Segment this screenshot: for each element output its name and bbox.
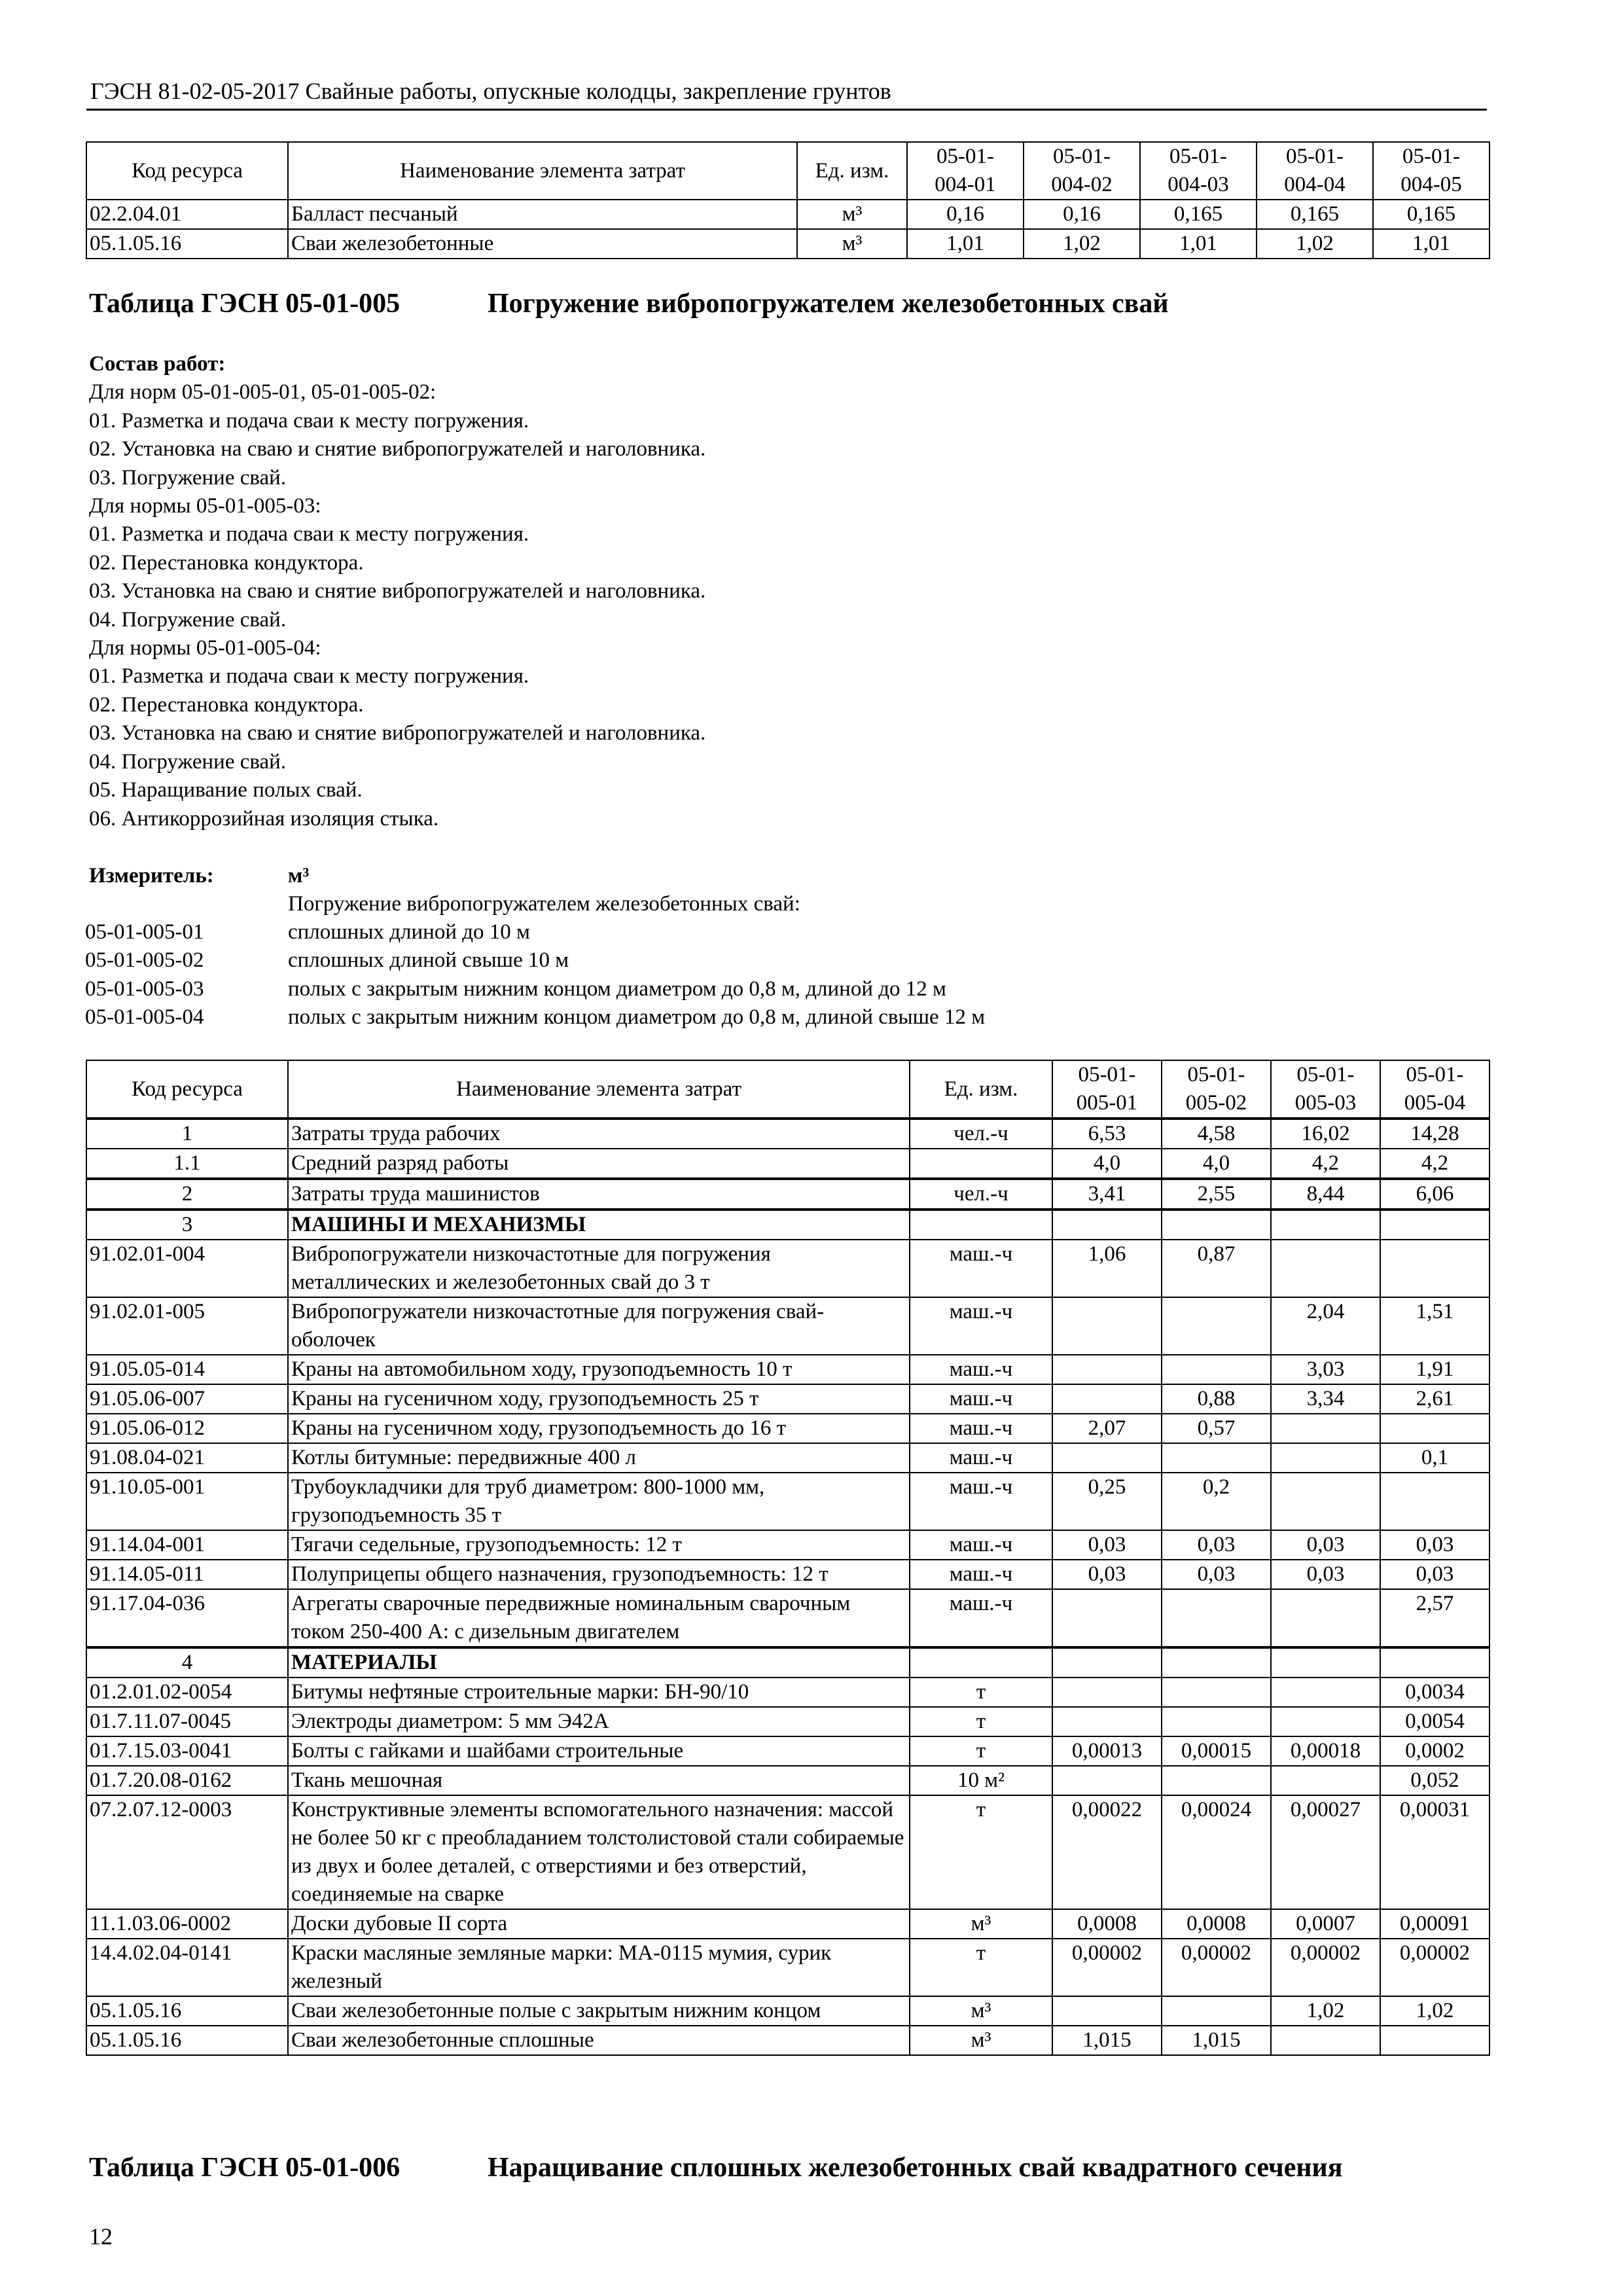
work-step: 01. Разметка и подача сваи к месту погружения. (89, 408, 529, 433)
norm-value (1271, 2026, 1380, 2055)
resource-unit: т (910, 1795, 1052, 1909)
norm-value: 0,00024 (1162, 1795, 1271, 1909)
resource-name: Сваи железобетонные (288, 229, 797, 259)
resource-code: 14.4.02.04-0141 (86, 1939, 288, 1996)
norm-text: сплошных длиной до 10 м (288, 920, 530, 944)
col-header-norm: 05-01- 004-03 (1140, 142, 1257, 200)
norm-value: 0,00027 (1271, 1795, 1380, 1909)
norm-value: 0,0007 (1271, 1909, 1380, 1939)
norm-value: 0,03 (1271, 1530, 1380, 1560)
norm-value: 0,00002 (1052, 1939, 1162, 1996)
resource-name: Конструктивные элементы вспомогательного назначения: массой не более 50 кг с преобладанием толстолистовой стали собираемые из двух и более деталей, с отверстиями и без отверстий, соединяемые на сварке (288, 1795, 910, 1909)
resource-code: 91.17.04-036 (86, 1589, 288, 1647)
table-row (86, 1766, 1489, 1795)
norm-value (1162, 1707, 1271, 1736)
norm-value (1162, 1355, 1271, 1384)
norm-value: 0,03 (1271, 1560, 1380, 1589)
norm-value (1380, 1414, 1489, 1443)
resource-name: Затраты труда рабочих (288, 1119, 910, 1149)
norm-value: 2,55 (1162, 1179, 1271, 1210)
resource-code: 01.2.01.02-0054 (86, 1677, 288, 1707)
norm-value (1052, 1647, 1162, 1677)
norm-value: 4,58 (1162, 1119, 1271, 1149)
resource-name: Болты с гайками и шайбами строительные (288, 1736, 910, 1766)
work-step: 05. Наращивание полых свай. (89, 778, 363, 802)
resource-name: Агрегаты сварочные передвижные номинальным сварочным током 250-400 А: с дизельным двигателем (288, 1589, 910, 1647)
norm-value: 3,03 (1271, 1355, 1380, 1384)
table-row (86, 1414, 1489, 1443)
norm-value (1380, 1240, 1489, 1297)
col-header-code: Код ресурса (86, 142, 288, 200)
measurer-unit: м³ (288, 864, 310, 888)
resource-unit: чел.-ч (910, 1119, 1052, 1149)
norm-value (1380, 1647, 1489, 1677)
norm-value: 0,87 (1162, 1240, 1271, 1297)
norm-value: 2,57 (1380, 1589, 1489, 1647)
norm-value: 0,88 (1162, 1384, 1271, 1414)
resource-unit: маш.-ч (910, 1384, 1052, 1414)
norm-value: 4,0 (1162, 1149, 1271, 1179)
norm-descriptions (288, 918, 985, 1032)
resource-name: МАТЕРИАЛЫ (288, 1647, 910, 1677)
table-row (86, 1179, 1489, 1210)
table-row (86, 2026, 1489, 2055)
resource-code: 02.2.04.01 (86, 200, 288, 229)
work-step: 04. Погружение свай. (89, 749, 287, 774)
work-composition-label: Состав работ: (89, 352, 226, 376)
norm-value: 1,02 (1024, 229, 1140, 259)
col-header-norm: 05-01- 004-05 (1373, 142, 1489, 200)
norm-value: 0,03 (1052, 1560, 1162, 1589)
resource-code: 05.1.05.16 (86, 2026, 288, 2055)
work-composition (89, 350, 705, 833)
table-row (86, 1707, 1489, 1736)
norm-value: 4,0 (1052, 1149, 1162, 1179)
norm-value (1052, 1355, 1162, 1384)
resource-code: 91.14.04-001 (86, 1530, 288, 1560)
norm-value: 0,03 (1162, 1560, 1271, 1589)
norm-value (1271, 1707, 1380, 1736)
resource-name: Вибропогружатели низкочастотные для погружения металлических и железобетонных свай до 3 т (288, 1240, 910, 1297)
norm-value: 0,00091 (1380, 1909, 1489, 1939)
resource-name: Доски дубовые II сорта (288, 1909, 910, 1939)
page-number: 12 (89, 2223, 113, 2250)
norm-value: 1,01 (907, 229, 1024, 259)
resource-code: 01.7.20.08-0162 (86, 1766, 288, 1795)
norm-value: 0,25 (1052, 1473, 1162, 1530)
table-row (86, 1384, 1489, 1414)
norm-value (1380, 1210, 1489, 1240)
norm-value: 0,0034 (1380, 1677, 1489, 1707)
norm-value: 0,00013 (1052, 1736, 1162, 1766)
norm-value: 2,61 (1380, 1384, 1489, 1414)
col-header-norm: 05-01- 005-02 (1162, 1060, 1271, 1119)
table-header-row (86, 142, 1489, 200)
table-header-row (86, 1060, 1489, 1119)
norm-value: 8,44 (1271, 1179, 1380, 1210)
next-table-title: Наращивание сплошных железобетонных свай квадратного сечения (488, 2153, 1343, 2183)
table-row (86, 1795, 1489, 1909)
norm-value: 1,02 (1380, 1996, 1489, 2026)
resource-name: Трубоукладчики для труб диаметром: 800-1000 мм, грузоподъемность 35 т (288, 1473, 910, 1530)
norm-list (85, 918, 204, 1032)
resource-unit: м³ (910, 2026, 1052, 2055)
norm-value: 1,015 (1162, 2026, 1271, 2055)
work-step: 04. Погружение свай. (89, 607, 287, 632)
resource-code: 91.08.04-021 (86, 1443, 288, 1473)
norm-code: 05-01-005-03 (85, 977, 204, 1001)
resource-unit: маш.-ч (910, 1240, 1052, 1297)
norm-value (1052, 1443, 1162, 1473)
norm-value: 0,0054 (1380, 1707, 1489, 1736)
work-step: 01. Разметка и подача сваи к месту погружения. (89, 522, 529, 547)
resource-unit (910, 1647, 1052, 1677)
table-row (86, 1149, 1489, 1179)
norm-value: 0,052 (1380, 1766, 1489, 1795)
table-row (86, 1909, 1489, 1939)
resource-unit (910, 1210, 1052, 1240)
work-step: Для нормы 05-01-005-04: (89, 636, 321, 660)
norm-value: 16,02 (1271, 1119, 1380, 1149)
table-row (86, 1560, 1489, 1589)
table-row (86, 1939, 1489, 1996)
norm-value (1271, 1677, 1380, 1707)
norm-value: 0,0008 (1162, 1909, 1271, 1939)
header-rule (86, 109, 1487, 111)
resource-name: Электроды диаметром: 5 мм Э42А (288, 1707, 910, 1736)
norm-value (1052, 1589, 1162, 1647)
resource-unit: м³ (797, 229, 907, 259)
table-row (86, 1996, 1489, 2026)
resource-name: МАШИНЫ И МЕХАНИЗМЫ (288, 1210, 910, 1240)
col-header-norm: 05-01- 005-04 (1380, 1060, 1489, 1119)
resource-code: 91.05.05-014 (86, 1355, 288, 1384)
norm-value: 0,00002 (1271, 1939, 1380, 1996)
norm-value (1162, 1647, 1271, 1677)
resource-unit: маш.-ч (910, 1473, 1052, 1530)
col-header-norm: 05-01- 004-04 (1257, 142, 1373, 200)
norm-value: 0,00022 (1052, 1795, 1162, 1909)
norm-value: 0,03 (1380, 1530, 1489, 1560)
norm-value (1271, 1210, 1380, 1240)
norm-value (1271, 1589, 1380, 1647)
norm-value: 0,2 (1162, 1473, 1271, 1530)
norm-value (1052, 1297, 1162, 1355)
work-step: 03. Установка на сваю и снятие вибропогружателей и наголовника. (89, 721, 706, 745)
norm-value: 14,28 (1380, 1119, 1489, 1149)
col-header-code: Код ресурса (86, 1060, 288, 1119)
norm-value: 6,53 (1052, 1119, 1162, 1149)
table-row (86, 1443, 1489, 1473)
col-header-norm: 05-01- 005-01 (1052, 1060, 1162, 1119)
resource-name: Краны на гусеничном ходу, грузоподъемность 25 т (288, 1384, 910, 1414)
resource-unit: м³ (797, 200, 907, 229)
table-row (86, 1210, 1489, 1240)
resource-unit: маш.-ч (910, 1355, 1052, 1384)
norm-value: 1,91 (1380, 1355, 1489, 1384)
norm-value: 0,1 (1380, 1443, 1489, 1473)
resource-name: Краны на автомобильном ходу, грузоподъемность 10 т (288, 1355, 910, 1384)
resource-unit (910, 1149, 1052, 1179)
table-row (86, 1355, 1489, 1384)
norm-value: 2,07 (1052, 1414, 1162, 1443)
resource-name: Вибропогружатели низкочастотные для погружения свай-оболочек (288, 1297, 910, 1355)
norm-value (1162, 1210, 1271, 1240)
table-title: Погружение вибропогружателем железобетонных свай (488, 289, 1169, 319)
norm-value (1162, 1996, 1271, 2026)
norm-code: 05-01-005-02 (85, 948, 204, 973)
table-number: Таблица ГЭСН 05-01-005 (89, 289, 401, 319)
resource-name: Ткань мешочная (288, 1766, 910, 1795)
work-step: 02. Перестановка кондуктора. (89, 550, 364, 575)
resource-unit: маш.-ч (910, 1560, 1052, 1589)
norm-text: полых с закрытым нижним концом диаметром до 0,8 м, длиной свыше 12 м (288, 1005, 986, 1030)
norm-value (1052, 1677, 1162, 1707)
table-row (86, 1647, 1489, 1677)
norm-value (1052, 1707, 1162, 1736)
resource-unit: маш.-ч (910, 1589, 1052, 1647)
resource-code: 05.1.05.16 (86, 229, 288, 259)
norm-value: 0,165 (1140, 200, 1257, 229)
norm-value: 0,16 (907, 200, 1024, 229)
resource-code: 91.10.05-001 (86, 1473, 288, 1530)
resource-code: 01.7.11.07-0045 (86, 1707, 288, 1736)
table-row (86, 1736, 1489, 1766)
work-step: 03. Установка на сваю и снятие вибропогружателей и наголовника. (89, 579, 706, 603)
norm-text: сплошных длиной свыше 10 м (288, 948, 569, 973)
norm-value: 4,2 (1271, 1149, 1380, 1179)
resource-code: 91.05.06-007 (86, 1384, 288, 1414)
resource-code: 91.05.06-012 (86, 1414, 288, 1443)
norm-code: 05-01-005-01 (85, 920, 204, 944)
norm-value: 4,2 (1380, 1149, 1489, 1179)
resource-code: 91.14.05-011 (86, 1560, 288, 1589)
norm-value (1052, 1210, 1162, 1240)
norm-value: 0,00015 (1162, 1736, 1271, 1766)
norm-value: 0,00002 (1162, 1939, 1271, 1996)
col-header-unit: Ед. изм. (797, 142, 907, 200)
resource-unit: маш.-ч (910, 1297, 1052, 1355)
work-step: 02. Установка на сваю и снятие вибропогружателей и наголовника. (89, 437, 706, 461)
work-step: 01. Разметка и подача сваи к месту погружения. (89, 664, 529, 689)
resource-code: 2 (86, 1179, 288, 1210)
resource-name: Сваи железобетонные полые с закрытым нижним концом (288, 1996, 910, 2026)
norm-value: 0,165 (1257, 200, 1373, 229)
norm-value: 1,01 (1373, 229, 1489, 259)
table-row (86, 1530, 1489, 1560)
table-row (86, 1119, 1489, 1149)
norm-value: 0,0002 (1380, 1736, 1489, 1766)
norm-value (1271, 1766, 1380, 1795)
norm-value: 0,03 (1162, 1530, 1271, 1560)
norm-value: 1,015 (1052, 2026, 1162, 2055)
norm-value: 1,02 (1257, 229, 1373, 259)
resource-name: Тягачи седельные, грузоподъемность: 12 т (288, 1530, 910, 1560)
norm-value: 1,02 (1271, 1996, 1380, 2026)
col-header-norm: 05-01- 004-02 (1024, 142, 1140, 200)
resource-name: Котлы битумные: передвижные 400 л (288, 1443, 910, 1473)
resource-unit: т (910, 1677, 1052, 1707)
resource-code: 1 (86, 1119, 288, 1149)
resource-unit: 10 м² (910, 1766, 1052, 1795)
next-table-number: Таблица ГЭСН 05-01-006 (89, 2153, 401, 2183)
norm-value: 1,06 (1052, 1240, 1162, 1297)
resource-name: Краски масляные земляные марки: МА-0115 мумия, сурик железный (288, 1939, 910, 1996)
table-row (86, 1677, 1489, 1707)
norm-value (1271, 1647, 1380, 1677)
col-header-unit: Ед. изм. (910, 1060, 1052, 1119)
resource-name: Затраты труда машинистов (288, 1179, 910, 1210)
running-header: ГЭСН 81-02-05-2017 Свайные работы, опускные колодцы, закрепление грунтов (90, 78, 891, 104)
resource-table-004 (86, 141, 1490, 259)
resource-code: 91.02.01-005 (86, 1297, 288, 1355)
norm-value (1162, 1589, 1271, 1647)
norm-value: 0,00018 (1271, 1736, 1380, 1766)
resource-unit: м³ (910, 1996, 1052, 2026)
resource-code: 3 (86, 1210, 288, 1240)
norm-value (1271, 1240, 1380, 1297)
table-row (86, 200, 1489, 229)
norm-value: 0,03 (1052, 1530, 1162, 1560)
resource-code: 4 (86, 1647, 288, 1677)
resource-unit: м³ (910, 1909, 1052, 1939)
resource-unit: чел.-ч (910, 1179, 1052, 1210)
resource-name: Сваи железобетонные сплошные (288, 2026, 910, 2055)
col-header-name: Наименование элемента затрат (288, 142, 797, 200)
norm-value (1162, 1766, 1271, 1795)
resource-code: 1.1 (86, 1149, 288, 1179)
resource-code: 01.7.15.03-0041 (86, 1736, 288, 1766)
resource-unit: т (910, 1939, 1052, 1996)
resource-unit: т (910, 1707, 1052, 1736)
measurer-label: Измеритель: (89, 864, 214, 888)
resource-name: Краны на гусеничном ходу, грузоподъемность до 16 т (288, 1414, 910, 1443)
work-step: 02. Перестановка кондуктора. (89, 692, 364, 717)
work-step: 03. Погружение свай. (89, 465, 287, 490)
resource-name: Битумы нефтяные строительные марки: БН-90/10 (288, 1677, 910, 1707)
norm-value (1162, 1677, 1271, 1707)
norm-value: 0,0008 (1052, 1909, 1162, 1939)
resource-unit: маш.-ч (910, 1414, 1052, 1443)
norm-value (1162, 1443, 1271, 1473)
resource-code: 11.1.03.06-0002 (86, 1909, 288, 1939)
work-step: Для нормы 05-01-005-03: (89, 494, 321, 518)
table-row (86, 1589, 1489, 1647)
norm-value (1380, 1473, 1489, 1530)
table-row (86, 1297, 1489, 1355)
resource-unit: маш.-ч (910, 1443, 1052, 1473)
norm-value: 0,57 (1162, 1414, 1271, 1443)
norm-value (1052, 1996, 1162, 2026)
norm-value (1162, 1297, 1271, 1355)
norm-value: 2,04 (1271, 1297, 1380, 1355)
norm-value: 6,06 (1380, 1179, 1489, 1210)
resource-code: 05.1.05.16 (86, 1996, 288, 2026)
table-row (86, 1240, 1489, 1297)
norm-value: 0,16 (1024, 200, 1140, 229)
col-header-name: Наименование элемента затрат (288, 1060, 910, 1119)
resource-name: Балласт песчаный (288, 200, 797, 229)
resource-unit: маш.-ч (910, 1530, 1052, 1560)
table-row (86, 229, 1489, 259)
measurer-description: Погружение вибропогружателем железобетонных свай: (288, 892, 800, 916)
work-step: 06. Антикоррозийная изоляция стыка. (89, 806, 439, 831)
resource-name: Полуприцепы общего назначения, грузоподъемность: 12 т (288, 1560, 910, 1589)
norm-value (1271, 1443, 1380, 1473)
resource-name: Средний разряд работы (288, 1149, 910, 1179)
resource-code: 91.02.01-004 (86, 1240, 288, 1297)
table-row (86, 1473, 1489, 1530)
norm-text: полых с закрытым нижним концом диаметром до 0,8 м, длиной до 12 м (288, 977, 946, 1001)
norm-code: 05-01-005-04 (85, 1005, 204, 1030)
norm-value: 3,41 (1052, 1179, 1162, 1210)
col-header-norm: 05-01- 005-03 (1271, 1060, 1380, 1119)
table-body (86, 1119, 1489, 2055)
norm-value (1271, 1473, 1380, 1530)
norm-value: 0,03 (1380, 1560, 1489, 1589)
resource-table-005 (86, 1060, 1490, 2056)
norm-value: 1,01 (1140, 229, 1257, 259)
norm-value (1052, 1384, 1162, 1414)
norm-value: 3,34 (1271, 1384, 1380, 1414)
norm-value: 0,00031 (1380, 1795, 1489, 1909)
norm-value: 0,165 (1373, 200, 1489, 229)
norm-value (1271, 1414, 1380, 1443)
norm-value: 0,00002 (1380, 1939, 1489, 1996)
norm-value (1052, 1766, 1162, 1795)
resource-unit: т (910, 1736, 1052, 1766)
work-step: Для норм 05-01-005-01, 05-01-005-02: (89, 380, 437, 404)
norm-value: 1,51 (1380, 1297, 1489, 1355)
norm-value (1380, 2026, 1489, 2055)
resource-code: 07.2.07.12-0003 (86, 1795, 288, 1909)
col-header-norm: 05-01- 004-01 (907, 142, 1024, 200)
